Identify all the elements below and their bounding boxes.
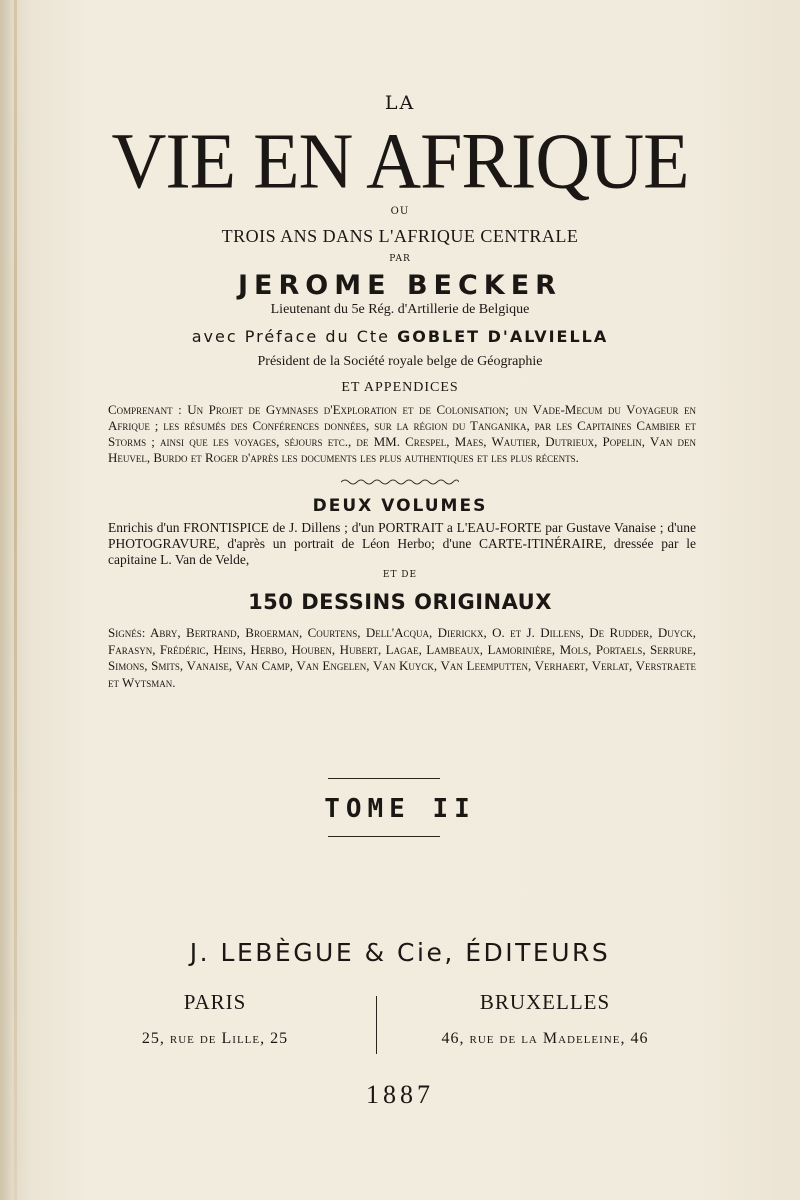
city-brussels: BRUXELLES [479, 990, 611, 1014]
wave-ornament [0, 474, 800, 488]
by-label: PAR [389, 254, 411, 264]
appendices-heading: ET APPENDICES [341, 380, 459, 395]
signed-by-text: Signés: Abry, Bertrand, Broerman, Courtens, Dell'Acqua, Dierickx, O. et J. Dillens, De Rudder, Duyck, Farasyn, Frédéric, Heins, Herbo, Houben, Hubert, Lagae, Lambeaux, Lamorinière, Mols, Portaels, Serrure, Simons, Smits, Vanaise, Van Camp, Van Engelen, Van Kuyck, Van Leemputten, Verhaert, Verlat, Verstraete et Wytsman. [108, 625, 696, 690]
address-paris: 25, rue de Lille, 25 [141, 1030, 289, 1047]
title-conjunction: OU [390, 206, 410, 217]
drawings-heading: 150 DESSINS ORIGINAUX [248, 590, 552, 614]
appendices-text: Comprenant : Un Projet de Gymnases d'Exploration et de Colonisation; un Vade-Mecum du Voyageur en Afrique ; les résumés des Conférences données, sur la région du Tanganika, par les Capitaines Cambier et Storms ; ainsi que les voyages, séjours etc., de MM. Crespel, Maes, Wautier, Dutrieux, Popelin, Van den Heuvel, Burdo et Roger d'après les documents les plus authentiques et les plus récents. [108, 402, 696, 465]
preface-line [0, 327, 800, 346]
title-article: LA [384, 92, 416, 114]
wave-ornament-icon [341, 478, 459, 486]
preface-prefix: avec Préface du Cte [191, 327, 391, 346]
author-rank: Lieutenant du 5e Rég. d'Artillerie de Belgique [270, 302, 530, 317]
main-title: VIE EN AFRIQUE [111, 116, 689, 206]
preface-author: GOBLET D'ALVIELLA [397, 327, 609, 346]
volumes-heading: DEUX VOLUMES [312, 496, 488, 516]
publisher-name: J. LEBÈGUE & Cie, ÉDITEURS [189, 938, 611, 967]
and-of-label: ET DE [382, 570, 418, 580]
address-brussels: 46, rue de la Madeleine, 46 [441, 1030, 649, 1047]
tome-rule-bottom [328, 836, 440, 837]
subtitle: TROIS ANS DANS L'AFRIQUE CENTRALE [221, 226, 579, 246]
volume-number: TOME II [324, 794, 476, 824]
preface-role: Président de la Société royale belge de Géographie [257, 354, 543, 369]
tome-rule-top [328, 778, 440, 779]
volumes-text: Enrichis d'un FRONTISPICE de J. Dillens ; d'un PORTRAIT a L'EAU-FORTE par Gustave Vanaise ; d'une PHOTOGRAVURE, d'après un portrait de Léon Herbo; d'une CARTE-ITINÉRAIRE, dressée par le capitaine L. Van de Velde, [108, 520, 696, 567]
city-divider [376, 996, 377, 1054]
author-name: JEROME BECKER [238, 270, 562, 301]
city-paris: PARIS [183, 990, 247, 1014]
publication-year: 1887 [366, 1080, 434, 1109]
